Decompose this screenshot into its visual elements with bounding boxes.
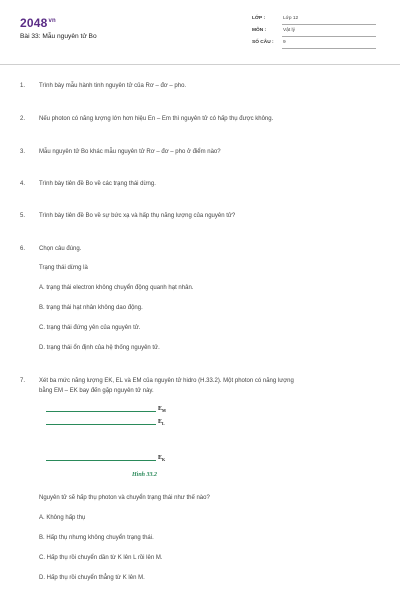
energy-level-diagram: [40, 402, 200, 487]
answer-option-c[interactable]: C. trạng thái đứng yên của nguyên tử.: [39, 325, 141, 331]
question-text: Xét ba mức năng lượng EK, EL và EM của nguyên tử hidro (H.33.2). Một photon có năng lượng: [39, 378, 294, 384]
energy-level-line: [46, 460, 156, 461]
answer-option-a[interactable]: A. trạng thái electron không chuyển động quanh hạt nhân.: [39, 285, 194, 291]
energy-level-line: [46, 424, 156, 425]
question-number: 5.: [20, 213, 26, 219]
answer-option-b[interactable]: B. Hấp thụ nhưng không chuyển trạng thái.: [39, 535, 154, 541]
question-text: Nếu photon có năng lượng lớn hơn hiệu En – Em thì nguyên tử có hấp thụ được không.: [39, 116, 274, 122]
question-text: Trình bày tiên đề Bo về các trạng thái dừng.: [39, 181, 156, 187]
answer-option-a[interactable]: A. Không hấp thụ: [39, 515, 86, 521]
answer-option-d[interactable]: D. Hấp thụ rồi chuyển thẳng từ K lên M.: [39, 575, 145, 581]
answer-option-c[interactable]: C. Hấp thụ rồi chuyển dần từ K lên L rồi lên M.: [39, 555, 163, 561]
meta-row-subject: [252, 26, 392, 38]
energy-level-line: [46, 411, 156, 412]
meta-value: 9: [282, 38, 376, 49]
energy-level-label: $E_M$: [158, 406, 166, 414]
answer-option-d[interactable]: D. trạng thái ổn định của hệ thống nguyên tử.: [39, 345, 160, 351]
question-number: 2.: [20, 116, 26, 122]
question-text: Mẫu nguyên tử Bo khác mẫu nguyên tử Rơ – đơ – pho ở điểm nào?: [39, 149, 221, 155]
meta-label: SỐ CÂU :: [252, 40, 274, 45]
question-number: 3.: [20, 149, 26, 155]
site-logo[interactable]: $2048^{vn}$: [20, 16, 56, 30]
lesson-title: Bài 33: Mẫu nguyên tử Bo: [20, 33, 97, 40]
meta-label: MÔN :: [252, 28, 267, 33]
question-prompt: Nguyên tử sẽ hấp thụ photon và chuyển trạng thái như thế nào?: [39, 495, 210, 501]
question-text: Trình bày mẫu hành tinh nguyên tử của Rơ – đơ – pho.: [39, 83, 187, 89]
page-header: [0, 0, 400, 64]
question-text: Trình bày tiên đề Bo về sự bức xạ và hấp thụ năng lượng của nguyên tử?: [39, 213, 236, 219]
answer-option-b[interactable]: B. trạng thái hạt nhân không dao động.: [39, 305, 143, 311]
question-text: Chọn câu đúng.: [39, 246, 82, 252]
question-number: 6.: [20, 246, 26, 252]
meta-value: Lớp 12: [282, 14, 376, 25]
question-number: 4.: [20, 181, 26, 187]
header-divider: [0, 64, 400, 65]
question-lead: Trạng thái dừng là: [39, 265, 88, 271]
meta-info: [252, 14, 392, 50]
meta-label: LỚP :: [252, 16, 266, 21]
question-number: 1.: [20, 83, 26, 89]
meta-value: Vật lý: [282, 26, 376, 37]
question-text-cont: bằng EM – EK bay đến gặp nguyên tử này.: [39, 388, 154, 394]
energy-level-label: $E_K$: [158, 455, 166, 463]
meta-row-class: [252, 14, 392, 26]
figure-caption: Hình 33.2: [132, 472, 158, 478]
meta-row-count: [252, 38, 392, 50]
energy-level-label: $E_L$: [158, 419, 165, 427]
question-number: 7.: [20, 378, 26, 384]
